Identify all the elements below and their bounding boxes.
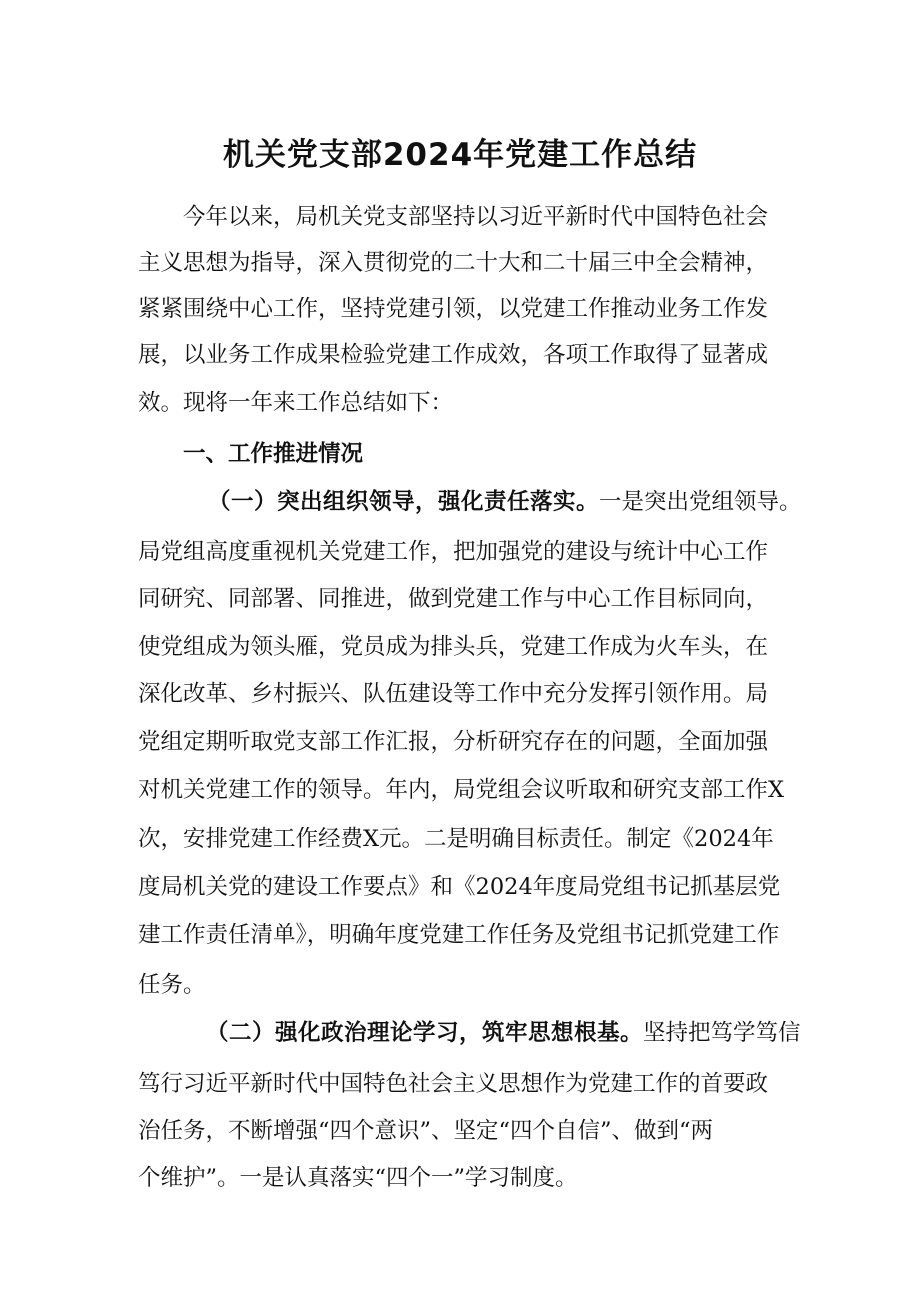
part1-first-line-rest: 一是突出党组领导。: [599, 489, 802, 515]
part2-line: 个维护”。一是认真落实“四个一”学习制度。: [138, 1165, 578, 1191]
intro-line: 今年以来，局机关党支部坚持以习近平新时代中国特色社会: [183, 204, 769, 230]
part1-first-line: [208, 482, 802, 522]
document-title: 机关党支部2024年党建工作总结: [222, 137, 698, 173]
intro-line: 效。现将一年来工作总结如下：: [138, 390, 454, 416]
part1-line: 任务。: [138, 972, 206, 998]
part1-line: 度局机关党的建设工作要点》和《2024年度局党组书记抓基层党: [138, 874, 781, 900]
part1-line: 党组定期听取党支部工作汇报，分析研究存在的问题，全面加强: [138, 729, 769, 755]
part1-line: 使党组成为领头雁，党员成为排头兵，党建工作成为火车头，在: [138, 634, 769, 660]
part2-first-line: [206, 1013, 801, 1053]
part1-line: 局党组高度重视机关党建工作，把加强党的建设与统计中心工作: [138, 539, 769, 565]
part1-heading: （一）突出组织领导，强化责任落实。: [208, 489, 600, 515]
intro-line: 展，以业务工作成果检验党建工作成效，各项工作取得了显著成: [138, 342, 769, 368]
part1-line: 对机关党建工作的领导。年内，局党组会议听取和研究支部工作X: [138, 777, 785, 803]
intro-line: 紧紧围绕中心工作，坚持党建引领，以党建工作推动业务工作发: [138, 296, 769, 322]
section-heading: 一、工作推进情况: [183, 441, 364, 467]
part1-line: 次，安排党建工作经费X元。二是明确目标责任。制定《2024年: [138, 826, 774, 852]
part2-first-line-rest: 坚持把笃学笃信: [643, 1020, 801, 1046]
intro-line: 主义思想为指导，深入贯彻党的二十大和二十届三中全会精神，: [138, 250, 769, 276]
part2-heading: （二）强化政治理论学习，筑牢思想根基。: [206, 1020, 644, 1046]
part1-line: 同研究、同部署、同推进，做到党建工作与中心工作目标同向，: [138, 586, 769, 612]
part1-line: 深化改革、乡村振兴、队伍建设等工作中充分发挥引领作用。局: [138, 681, 769, 707]
part2-line: 治任务，不断增强“四个意识”、坚定“四个自信”、做到“两: [138, 1118, 714, 1144]
part2-line: 笃行习近平新时代中国特色社会主义思想作为党建工作的首要政: [138, 1071, 769, 1097]
part1-line: 建工作责任清单》，明确年度党建工作任务及党组书记抓党建工作: [138, 922, 780, 948]
